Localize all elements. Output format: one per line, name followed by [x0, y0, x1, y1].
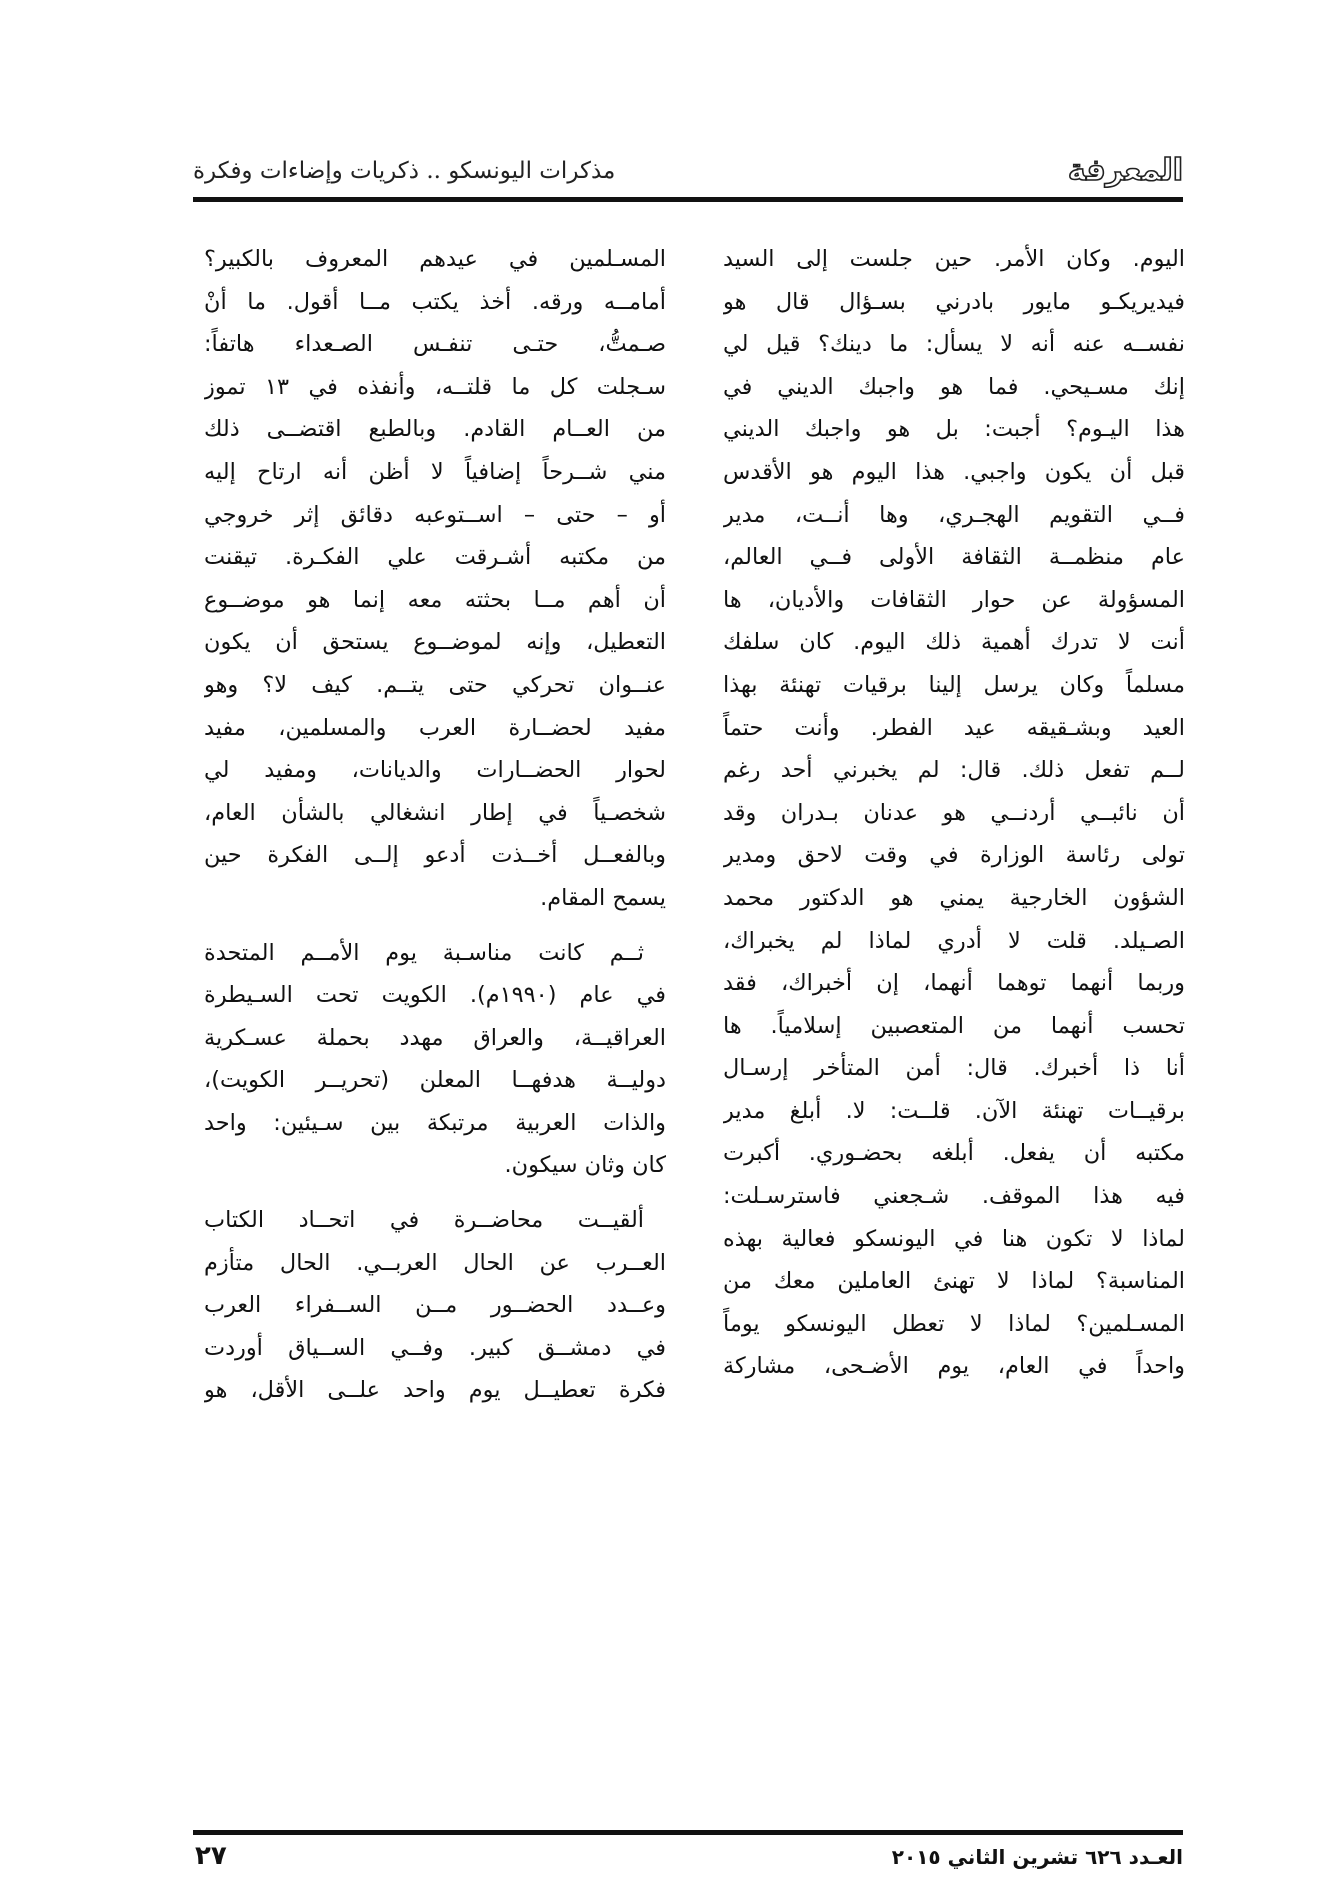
text-line: في دمشــق كبير. وفــي الســياق أوردت [204, 1334, 666, 1361]
text-line: التعطيل، وإنه لموضــوع يستحق أن يكون [204, 629, 666, 656]
text-line: فيديريكـو مايور بادرني بسـؤال قال هو [723, 288, 1185, 315]
text-line: فكرة تعطيــل يوم واحد علــى الأقل، هو [204, 1377, 666, 1404]
text-line: تولى رئاسة الوزارة في وقت لاحق ومدير [723, 842, 1185, 869]
text-line: مسلماً وكان يرسل إلينا برقيات تهنئة بهذا [723, 671, 1185, 698]
text-line: وبالفعــل أخــذت أدعو إلــى الفكرة حين [204, 842, 666, 869]
text-line: مني شــرحاً إضافياً لا أظن أنه ارتاح إليه [204, 458, 666, 485]
text-line: المسـلمين في عيدهم المعروف بالكبير؟ [204, 246, 666, 272]
text-line: عنــوان تحركي حتى يتــم. كيف لا؟ وهو [204, 671, 666, 698]
text-line: العيد وبشـقيقه عيد الفطر. وأنت حتماً [723, 714, 1185, 741]
text-line: أو – حتى – اســتوعبه دقائق إثر خروجي [204, 501, 666, 528]
text-line: العراقيــة، والعراق مهدد بحملة عسـكرية [204, 1024, 666, 1051]
header-divider [193, 197, 1183, 202]
text-line: هذا اليـوم؟ أجبت: بل هو واجبك الديني [723, 416, 1185, 443]
text-line: كان وثان سيكون. [504, 1152, 666, 1179]
text-line: الشؤون الخارجية يمني هو الدكتور محمد [723, 884, 1185, 911]
text-line: شخصـياً في إطار انشغالي بالشأن العام، [204, 799, 666, 826]
paragraph-gap [204, 920, 666, 932]
text-line: يسمح المقام. [540, 884, 666, 911]
text-line: عام منظمــة الثقافة الأولى فــي العالم، [723, 544, 1185, 571]
text-line: أن نائبــي أردنــي هو عدنان بـدران وقد [723, 799, 1185, 826]
text-line: أنت لا تدرك أهمية ذلك اليوم. كان سلفك [723, 629, 1185, 656]
text-line: برقيــات تهنئة الآن. قلــت: لا. أبلغ مدير [723, 1097, 1185, 1124]
text-line: نفســه عنه أنه لا يسأل: ما دينك؟ قيل لي [723, 331, 1185, 358]
text-line: لحوار الحضــارات والديانات، ومفيد لي [204, 757, 666, 784]
text-line: لماذا لا تكون هنا في اليونسكو فعالية بهذه [723, 1225, 1185, 1252]
text-line: أن أهم مــا بحثته معه إنما هو موضــوع [204, 586, 666, 613]
text-line: من مكتبه أشـرقت علي الفكـرة. تيقنت [204, 544, 666, 571]
text-line: الصـيلد. قلت لا أدري لماذا لم يخبراك، [723, 927, 1185, 954]
text-line: في عام (١٩٩٠م). الكويت تحت السـيطرة [204, 982, 666, 1009]
issue-info: العـدد ٦٢٦ تشرين الثاني ٢٠١٥ [891, 1845, 1183, 1869]
text-line: وربما أنهما توهما أنهما، إن أخبراك، فقد [723, 970, 1185, 997]
text-line: فيه هذا الموقف. شـجعني فاسترسـلت: [723, 1183, 1185, 1210]
text-line: دوليــة هدفهــا المعلن (تحريــر الكويت)، [204, 1067, 666, 1094]
running-title: مذكرات اليونسكو .. ذكريات وإضاءات وفكرة [193, 158, 616, 184]
text-line: ألقيــت محاضــرة في اتحــاد الكتاب [204, 1207, 644, 1234]
text-line: العــرب عن الحال العربــي. الحال متأزم [204, 1249, 666, 1276]
text-line: ثــم كانت مناسـبة يوم الأمــم المتحدة [204, 939, 644, 966]
text-line: وعــدد الحضــور مــن الســفراء العرب [204, 1292, 666, 1319]
text-line: سـجلت كل ما قلتــه، وأنفذه في ١٣ تموز [204, 373, 666, 400]
text-line: أنا ذا أخبرك. قال: أمن المتأخر إرسـال [723, 1055, 1185, 1082]
text-line: والذات العربية مرتبكة بين سـيئين: واحد [204, 1109, 666, 1136]
text-line: المسـلمين؟ لماذا لا تعطل اليونسكو يوماً [723, 1310, 1185, 1337]
text-line: قبل أن يكون واجبي. هذا اليوم هو الأقدس [723, 458, 1185, 485]
text-line: مكتبه أن يفعل. أبلغه بحضـوري. أكبرت [723, 1140, 1185, 1167]
text-line: صـمتُّ، حتـى تنفـس الصـعداء هاتفاً: [204, 331, 666, 358]
page-number: ٢٧ [195, 1841, 227, 1871]
column-left [204, 238, 666, 1412]
text-line: من العــام القادم. وبالطبع اقتضــى ذلك [204, 416, 666, 443]
page-header [193, 150, 1183, 190]
column-right [723, 238, 1185, 1388]
text-line: لــم تفعل ذلك. قال: لم يخبرني أحد رغم [723, 757, 1185, 784]
text-line: تحسب أنهما من المتعصبين إسلامياً. ها [723, 1012, 1185, 1039]
text-line: المناسبة؟ لماذا لا تهنئ العاملين معك من [723, 1268, 1185, 1295]
text-line: مفيد لحضــارة العرب والمسلمين، مفيد [204, 714, 666, 741]
text-line: المسؤولة عن حوار الثقافات والأديان، ها [723, 586, 1185, 613]
text-line: اليوم. وكان الأمر. حين جلست إلى السيد [723, 246, 1185, 272]
paragraph-gap [204, 1187, 666, 1199]
footer-divider [193, 1830, 1183, 1835]
text-line: فــي التقويم الهجـري، وها أنــت، مدير [723, 501, 1185, 528]
text-line: واحداً في العام، يوم الأضـحى، مشاركة [723, 1353, 1185, 1380]
text-line: أمامــه ورقه. أخذ يكتب مــا أقول. ما أنْ [204, 288, 666, 315]
text-line: إنك مسـيحي. فما هو واجبك الديني في [723, 373, 1185, 400]
magazine-logo: المعرفة [1067, 153, 1183, 188]
